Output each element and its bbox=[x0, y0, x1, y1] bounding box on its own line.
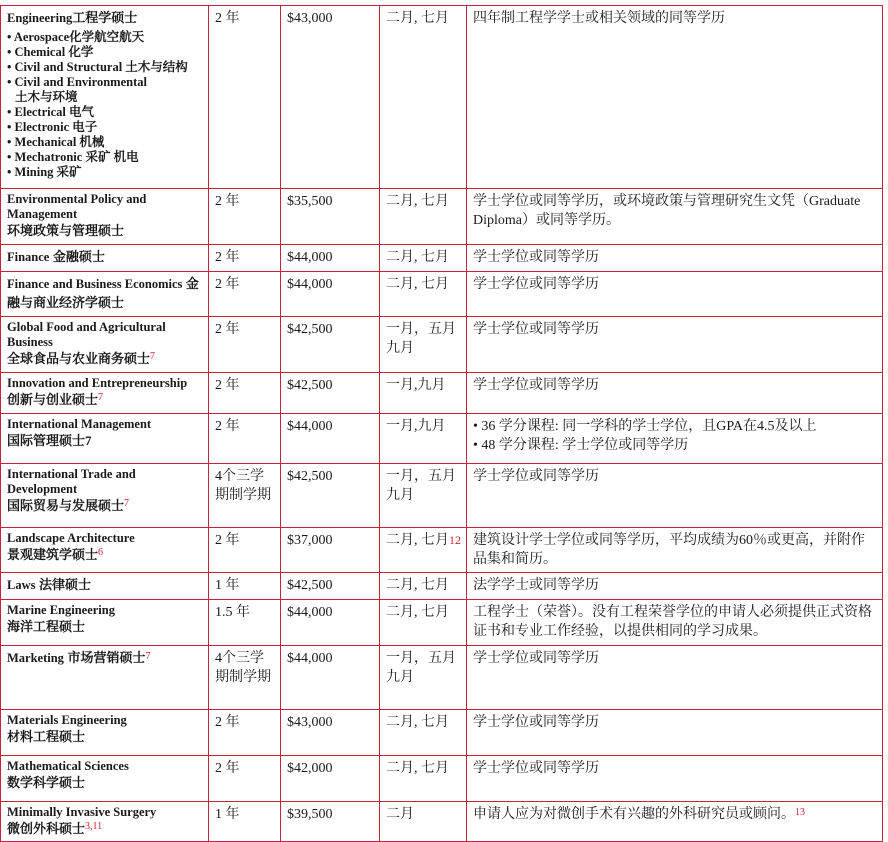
program-name-en: Materials Engineering bbox=[7, 713, 127, 727]
program-name-en: Mathematical Sciences bbox=[7, 759, 129, 773]
list-item: • Mechanical 机械 bbox=[7, 135, 203, 150]
duration-cell: 2 年 bbox=[209, 414, 281, 464]
program-name-zh: 数学科学硕士 bbox=[7, 775, 86, 790]
duration-cell: 1.5 年 bbox=[209, 600, 281, 646]
list-item: 土木与环境 bbox=[15, 90, 78, 104]
duration-cell: 2 年 bbox=[209, 756, 281, 802]
intake-cell: 一月，五月 九月 bbox=[380, 464, 467, 528]
program-name-en: Laws bbox=[7, 578, 36, 592]
fee-cell: $44,000 bbox=[281, 272, 380, 317]
program-name-en: Finance bbox=[7, 250, 50, 264]
program-cell bbox=[1, 756, 209, 802]
footnote-marker: 7 bbox=[124, 498, 130, 509]
footnote-marker: 13 bbox=[795, 807, 805, 818]
footnote-marker: 7 bbox=[145, 651, 151, 662]
list-item: • Civil and Structural 土木与结构 bbox=[7, 60, 203, 75]
table-row bbox=[1, 245, 883, 272]
requirement-cell: 学士学位或同等学历 bbox=[467, 317, 883, 373]
requirement-cell: 学士学位或同等学历 bbox=[467, 272, 883, 317]
duration-cell: 4个三学期制学期 bbox=[209, 646, 281, 710]
program-name-en: Engineering bbox=[7, 11, 73, 25]
footnote-marker: 6 bbox=[98, 547, 104, 558]
list-item: • Chemical 化学 bbox=[7, 45, 203, 60]
table-row bbox=[1, 600, 883, 646]
list-item: • 48 学分课程: 学士学位或同等学历 bbox=[473, 436, 877, 455]
intake-cell: 二月, 七月 bbox=[380, 6, 467, 189]
requirement-cell: 工程学士（荣誉）。没有工程荣誉学位的申请人必须提供正式资格证书和专业工作经验，以提供相同的学习成果。 bbox=[467, 600, 883, 646]
fee-cell: $43,000 bbox=[281, 710, 380, 756]
programs-table bbox=[0, 5, 883, 842]
fee-cell: $37,000 bbox=[281, 528, 380, 573]
program-cell bbox=[1, 373, 209, 414]
fee-cell: $42,500 bbox=[281, 573, 380, 600]
program-cell bbox=[1, 464, 209, 528]
program-name-zh: 工程学硕士 bbox=[72, 10, 138, 25]
requirement-cell: 学士学位或同等学历 bbox=[467, 710, 883, 756]
requirement-cell: 四年制工程学学士或相关领域的同等学历 bbox=[467, 6, 883, 189]
table-row bbox=[1, 464, 883, 528]
fee-cell: $35,500 bbox=[281, 189, 380, 245]
program-cell bbox=[1, 414, 209, 464]
program-cell bbox=[1, 646, 209, 710]
program-name-en: Finance and Business Economics bbox=[7, 277, 183, 291]
program-cell bbox=[1, 600, 209, 646]
table-row bbox=[1, 189, 883, 245]
duration-cell: 1 年 bbox=[209, 802, 281, 842]
program-cell bbox=[1, 710, 209, 756]
program-cell bbox=[1, 802, 209, 842]
requirement-cell: 学士学位或同等学历 bbox=[467, 756, 883, 802]
program-name-en: Marketing bbox=[7, 651, 64, 665]
duration-cell: 1 年 bbox=[209, 573, 281, 600]
list-item: • Civil and Environmental bbox=[7, 75, 203, 90]
footnote-marker: 12 bbox=[449, 533, 461, 547]
fee-cell: $42,500 bbox=[281, 373, 380, 414]
duration-cell: 4个三学期制学期 bbox=[209, 464, 281, 528]
list-item: • Electrical 电气 bbox=[7, 105, 203, 120]
program-name-en: International Trade and Development bbox=[7, 467, 136, 496]
program-name-zh: 金融与商业经济学硕士 bbox=[7, 276, 199, 310]
program-name-en: International Management bbox=[7, 417, 152, 431]
program-cell bbox=[1, 245, 209, 272]
table-row bbox=[1, 802, 883, 842]
requirement-cell: 建筑设计学士学位或同等学历，平均成绩为60％或更高，并附作品集和简历。 bbox=[467, 528, 883, 573]
fee-cell: $39,500 bbox=[281, 802, 380, 842]
duration-cell: 2 年 bbox=[209, 6, 281, 189]
intake-cell: 二月, 七月 bbox=[380, 756, 467, 802]
table-row bbox=[1, 272, 883, 317]
table-row bbox=[1, 646, 883, 710]
program-name-zh: 景观建筑学硕士$^6$ bbox=[7, 547, 104, 562]
list-item: • Electronic 电子 bbox=[7, 120, 203, 135]
requirement-cell: 学士学位或同等学历 bbox=[467, 245, 883, 272]
program-name-en: Landscape Architecture bbox=[7, 531, 135, 545]
duration-cell: 2 年 bbox=[209, 189, 281, 245]
duration-cell: 2 年 bbox=[209, 710, 281, 756]
footnote-marker: 7 bbox=[98, 392, 104, 403]
fee-cell: $42,500 bbox=[281, 317, 380, 373]
table-row bbox=[1, 317, 883, 373]
requirement-cell: 学士学位或同等学历 bbox=[467, 464, 883, 528]
program-name-zh: 微创外科硕士$^{3,11}$ bbox=[7, 821, 103, 836]
footnote-marker: 3,11 bbox=[85, 821, 103, 832]
requirement-cell bbox=[467, 414, 883, 464]
table-row bbox=[1, 373, 883, 414]
requirement-cell: 学士学位或同等学历，或环境政策与管理研究生文凭（Graduate Diploma）或同等学历。 bbox=[467, 189, 883, 245]
program-name-en: Innovation and Entrepreneurship bbox=[7, 376, 188, 390]
program-name-zh: 材料工程硕士 bbox=[7, 729, 86, 744]
requirement-cell: 申请人应为对微创手术有兴趣的外科研究员或顾问。$^{13}$ bbox=[467, 802, 883, 842]
requirement-cell: 法学学士或同等学历 bbox=[467, 573, 883, 600]
duration-cell: 2 年 bbox=[209, 528, 281, 573]
fee-cell: $42,000 bbox=[281, 756, 380, 802]
intake-cell: 一月,九月 bbox=[380, 414, 467, 464]
table-row bbox=[1, 756, 883, 802]
fee-cell: $44,000 bbox=[281, 245, 380, 272]
list-item: • Aerospace化学航空航天 bbox=[7, 30, 203, 45]
duration-cell: 2 年 bbox=[209, 272, 281, 317]
program-name-en: Minimally Invasive Surgery bbox=[7, 805, 157, 819]
program-cell bbox=[1, 189, 209, 245]
program-name-zh: 全球食品与农业商务硕士$^7$ bbox=[7, 351, 156, 366]
program-cell bbox=[1, 317, 209, 373]
duration-cell: 2 年 bbox=[209, 245, 281, 272]
intake-cell: 二月, 七月12 bbox=[380, 528, 467, 573]
intake-cell: 一月,九月 bbox=[380, 373, 467, 414]
program-name-zh: 市场营销硕士 bbox=[67, 650, 146, 665]
program-name-zh: 环境政策与管理硕士 bbox=[7, 223, 125, 238]
program-cell bbox=[1, 528, 209, 573]
table-row bbox=[1, 528, 883, 573]
list-item: • Mechatronic 采矿 机电 bbox=[7, 150, 203, 165]
program-name-zh: 创新与创业硕士$^7$ bbox=[7, 392, 104, 407]
intake-cell: 一月，五月 九月 bbox=[380, 646, 467, 710]
list-item: • Mining 采矿 bbox=[7, 165, 203, 180]
program-name-zh: 国际管理硕士7 bbox=[7, 433, 92, 448]
program-name-zh: 海洋工程硕士 bbox=[7, 619, 86, 634]
list-item: • 36 学分课程: 同一学科的学士学位，且GPA在4.5及以上 bbox=[473, 417, 877, 436]
fee-cell: $44,000 bbox=[281, 600, 380, 646]
intake-cell: 二月, 七月 bbox=[380, 245, 467, 272]
intake-cell: 二月, 七月 bbox=[380, 573, 467, 600]
requirement-cell: 学士学位或同等学历 bbox=[467, 373, 883, 414]
fee-cell: $44,000 bbox=[281, 414, 380, 464]
program-cell bbox=[1, 272, 209, 317]
intake-cell: 二月, 七月 bbox=[380, 600, 467, 646]
footnote-marker: 7 bbox=[150, 351, 156, 362]
program-name-en: Environmental Policy and Management bbox=[7, 192, 147, 221]
fee-cell: $43,000 bbox=[281, 6, 380, 189]
duration-cell: 2 年 bbox=[209, 317, 281, 373]
fee-cell: $44,000 bbox=[281, 646, 380, 710]
intake-cell: 一月，五月 九月 bbox=[380, 317, 467, 373]
fee-cell: $42,500 bbox=[281, 464, 380, 528]
table-row bbox=[1, 573, 883, 600]
specialisation-list bbox=[7, 30, 203, 180]
requirement-cell: 学士学位或同等学历 bbox=[467, 646, 883, 710]
table-row bbox=[1, 6, 883, 189]
program-cell bbox=[1, 6, 209, 189]
intake-cell: 二月, 七月 bbox=[380, 272, 467, 317]
program-name-zh: 法律硕士 bbox=[38, 577, 91, 592]
intake-cell: 二月, 七月 bbox=[380, 710, 467, 756]
program-name-zh: 国际贸易与发展硕士$^7$ bbox=[7, 498, 130, 513]
table-row bbox=[1, 414, 883, 464]
program-name-en: Marine Engineering bbox=[7, 603, 115, 617]
duration-cell: 2 年 bbox=[209, 373, 281, 414]
intake-cell: 二月 bbox=[380, 802, 467, 842]
table-row bbox=[1, 710, 883, 756]
program-name-en: Global Food and Agricultural Business bbox=[7, 320, 166, 349]
intake-cell: 二月, 七月 bbox=[380, 189, 467, 245]
program-name-zh: 金融硕士 bbox=[52, 249, 105, 264]
program-cell bbox=[1, 573, 209, 600]
